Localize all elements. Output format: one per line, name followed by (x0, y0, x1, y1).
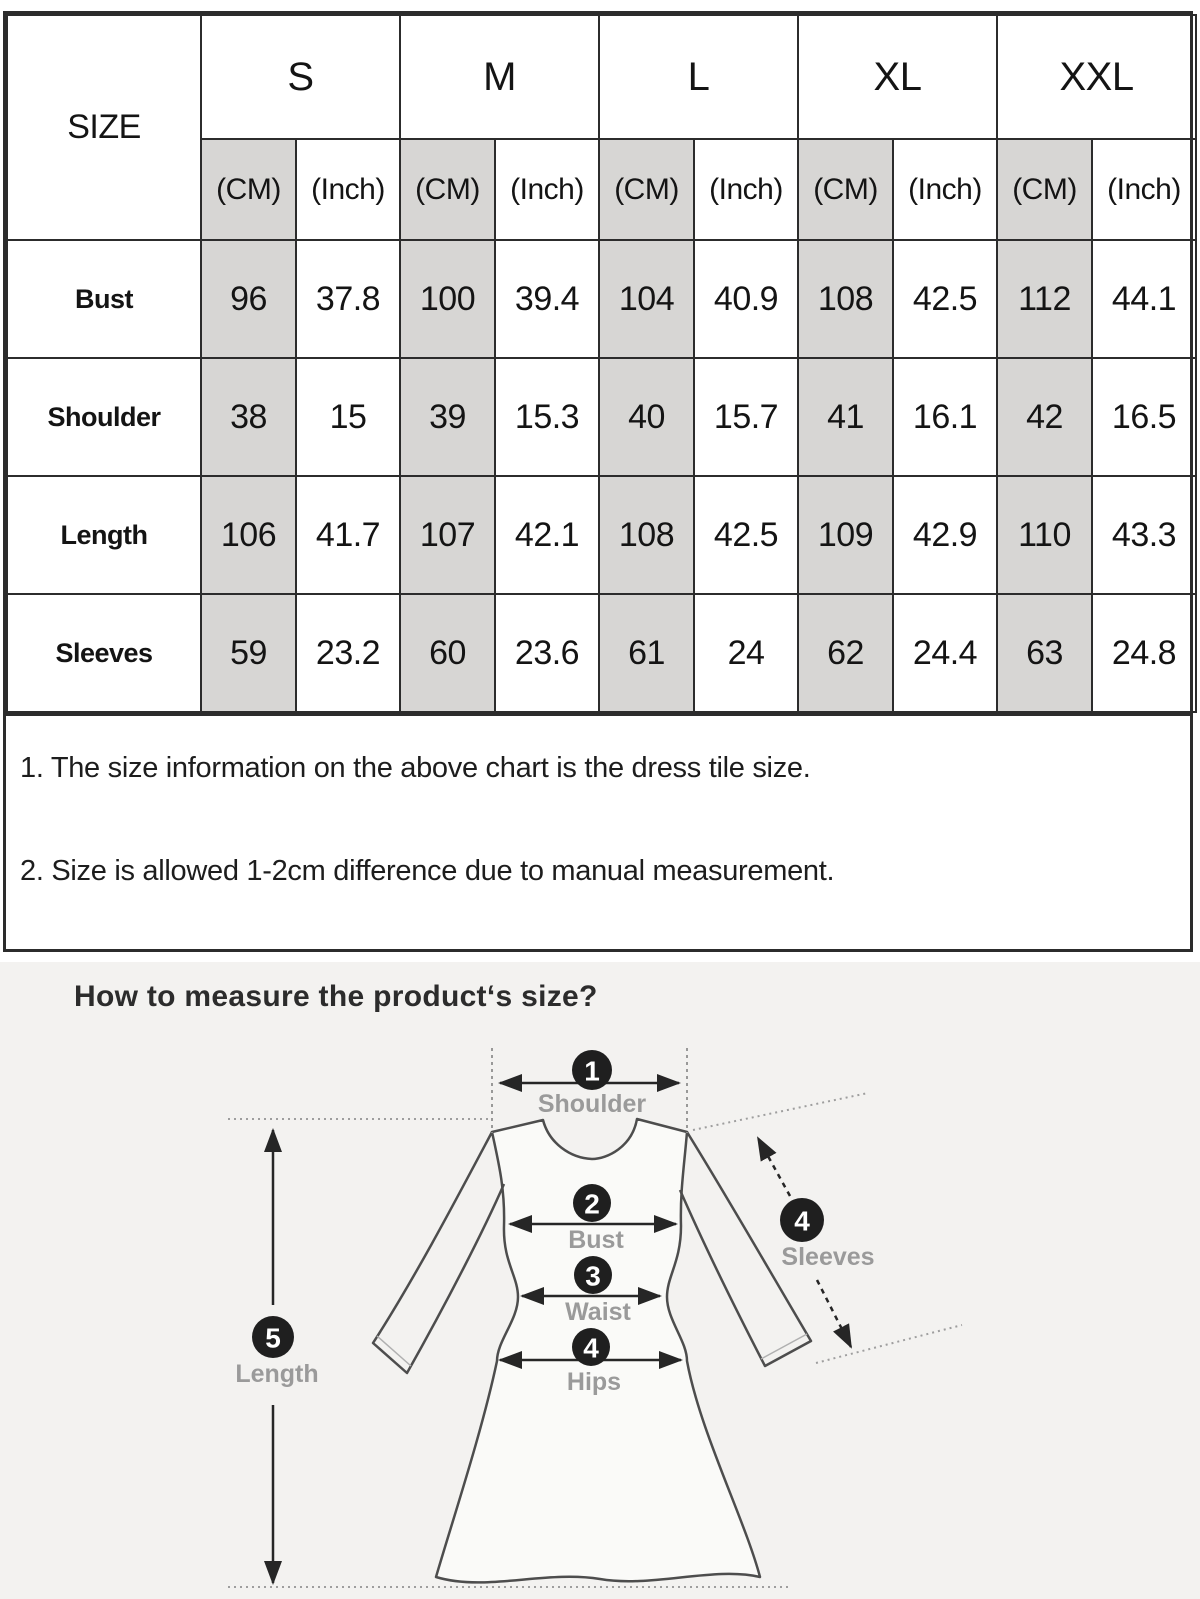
row-label: Shoulder (7, 358, 201, 476)
size-cell: 108 (798, 240, 893, 358)
size-cell: 62 (798, 594, 893, 712)
note-1: 1. The size information on the above chart is the dress tile size. (20, 752, 811, 784)
size-cell: 15 (296, 358, 400, 476)
hips-badge-number: 4 (583, 1332, 599, 1364)
size-cell: 106 (201, 476, 296, 594)
size-cell: 109 (798, 476, 893, 594)
note-2: 2. Size is allowed 1-2cm difference due to manual measurement. (20, 855, 835, 887)
size-cell: 16.5 (1092, 358, 1196, 476)
size-cell: 42.5 (893, 240, 997, 358)
notes-section (6, 713, 1190, 949)
size-cell: 39 (400, 358, 495, 476)
size-cell: 15.3 (495, 358, 599, 476)
size-cell: 42 (997, 358, 1092, 476)
length-badge-number: 5 (265, 1322, 281, 1354)
unit-header-cm: (CM) (997, 139, 1092, 240)
size-corner-label: SIZE (7, 15, 201, 240)
sleeve-guide-bottom (816, 1325, 962, 1363)
size-cell: 42.5 (694, 476, 798, 594)
hips-label: Hips (566, 1368, 622, 1396)
row-label: Bust (7, 240, 201, 358)
size-cell: 24 (694, 594, 798, 712)
size-cell: 59 (201, 594, 296, 712)
unit-header-inch: (Inch) (893, 139, 997, 240)
size-header-m: M (400, 15, 599, 139)
size-chart-table (6, 14, 1197, 713)
size-cell: 16.1 (893, 358, 997, 476)
shoulder-badge-number: 1 (584, 1055, 600, 1087)
size-cell: 63 (997, 594, 1092, 712)
size-cell: 110 (997, 476, 1092, 594)
sleeve-guide-top (693, 1093, 868, 1130)
size-cell: 43.3 (1092, 476, 1196, 594)
size-cell: 37.8 (296, 240, 400, 358)
table-row-shoulder (7, 358, 1196, 476)
bust-label: Bust (568, 1226, 624, 1254)
table-row-sleeves (7, 594, 1196, 712)
table-row-bust (7, 240, 1196, 358)
size-cell: 112 (997, 240, 1092, 358)
size-cell: 40.9 (694, 240, 798, 358)
bust-badge-number: 2 (584, 1188, 600, 1220)
waist-label: Waist (565, 1298, 631, 1326)
size-cell: 15.7 (694, 358, 798, 476)
size-cell: 44.1 (1092, 240, 1196, 358)
sleeves-badge-number: 4 (794, 1205, 810, 1237)
unit-header-cm: (CM) (400, 139, 495, 240)
measure-heading: How to measure the product‘s size? (74, 980, 598, 1013)
size-cell: 23.6 (495, 594, 599, 712)
size-header-l: L (599, 15, 798, 139)
size-header-xl: XL (798, 15, 997, 139)
table-row-length (7, 476, 1196, 594)
size-cell: 60 (400, 594, 495, 712)
unit-header-inch: (Inch) (1092, 139, 1196, 240)
measure-guide-section (0, 962, 1200, 1599)
size-cell: 107 (400, 476, 495, 594)
row-label: Sleeves (7, 594, 201, 712)
size-cell: 61 (599, 594, 694, 712)
dress-sleeve-left (373, 1132, 504, 1373)
waist-badge-number: 3 (585, 1260, 601, 1292)
unit-header-inch: (Inch) (495, 139, 599, 240)
shoulder-label: Shoulder (537, 1090, 647, 1118)
size-cell: 40 (599, 358, 694, 476)
measure-diagram (0, 962, 1200, 1599)
row-label: Length (7, 476, 201, 594)
unit-header-cm: (CM) (599, 139, 694, 240)
sleeves-arrow-bottom (817, 1280, 851, 1347)
length-label: Length (235, 1360, 319, 1388)
size-cell: 24.8 (1092, 594, 1196, 712)
size-cell: 23.2 (296, 594, 400, 712)
size-cell: 42.9 (893, 476, 997, 594)
sleeves-label: Sleeves (781, 1243, 875, 1271)
size-cell: 104 (599, 240, 694, 358)
size-chart (3, 11, 1193, 952)
size-cell: 38 (201, 358, 296, 476)
size-cell: 41.7 (296, 476, 400, 594)
size-cell: 41 (798, 358, 893, 476)
size-cell: 100 (400, 240, 495, 358)
size-header-s: S (201, 15, 400, 139)
unit-header-cm: (CM) (201, 139, 296, 240)
sleeves-arrow-top (758, 1138, 790, 1196)
unit-header-inch: (Inch) (694, 139, 798, 240)
size-cell: 108 (599, 476, 694, 594)
unit-header-inch: (Inch) (296, 139, 400, 240)
unit-header-cm: (CM) (798, 139, 893, 240)
size-cell: 39.4 (495, 240, 599, 358)
size-cell: 24.4 (893, 594, 997, 712)
size-cell: 42.1 (495, 476, 599, 594)
size-cell: 96 (201, 240, 296, 358)
size-header-xxl: XXL (997, 15, 1196, 139)
